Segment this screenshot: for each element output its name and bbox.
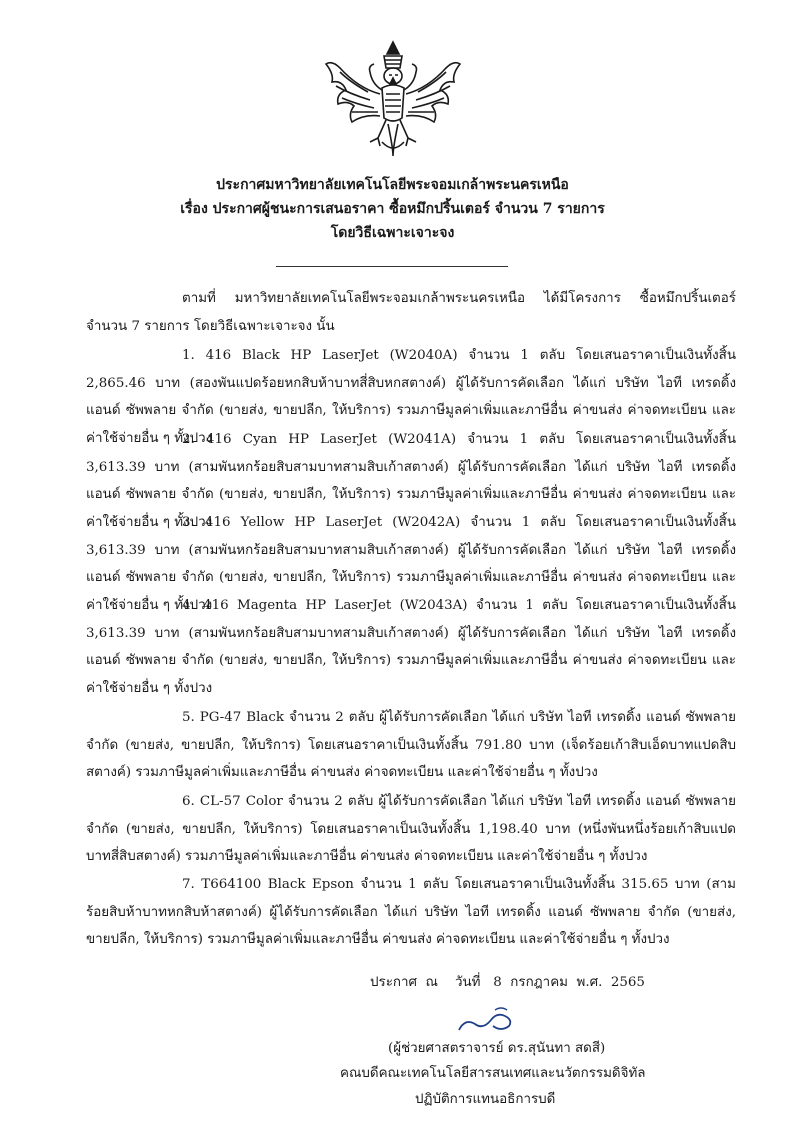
header-divider — [276, 266, 508, 267]
intro-paragraph — [86, 285, 736, 340]
item-6-text: 6. CL-57 Color จำนวน 2 ตลับ ผู้ได้รับการคัดเลือก ได้แก่ บริษัท ไอที เทรดดิ้ง แอนด์ ซัพพลาย จำกัด (ขายส่ง, ขายปลีก, ให้บริการ) โดยเสนอราคาเป็นเงินทั้งสิ้น 1,198.40 บาท (หนึ่งพันหนึ่งร้อยเก้าสิบแปดบาทสี่สิบสตางค์) รวมภาษีมูลค่าเพิ่มและภาษีอื่น ค่าขนส่ง ค่าจดทะเบียน และค่าใช้จ่ายอื่น ๆ ทั้งปวง — [86, 794, 736, 864]
intro-text: ตามที่ มหาวิทยาลัยเทคโนโลยีพระจอมเกล้าพระนครเหนือ ได้มีโครงการ ซื้อหมึกปริ้นเตอร์ จำนวน 7 รายการ โดยวิธีเฉพาะเจาะจง นั้น — [86, 291, 736, 334]
item-1-text: 1. 416 Black HP LaserJet (W2040A) จำนวน 1 ตลับ โดยเสนอราคาเป็นเงินทั้งสิ้น 2,865.46 บาท (สองพันแปดร้อยหกสิบห้าบาทสี่สิบหกสตางค์) ผู้ได้รับการคัดเลือก ได้แก่ บริษัท ไอที เทรดดิ้ง แอนด์ ซัพพลาย จำกัด (ขายส่ง, ขายปลีก, ให้บริการ) รวมภาษีมูลค่าเพิ่มและภาษีอื่น ค่าขนส่ง ค่าจดทะเบียน และค่าใช้จ่ายอื่น ๆ ทั้งปวง — [86, 348, 736, 446]
signatory-role: ปฏิบัติการแทนอธิการบดี — [415, 1092, 556, 1107]
item-2-text: 2. 416 Cyan HP LaserJet (W2041A) จำนวน 1 ตลับ โดยเสนอราคาเป็นเงินทั้งสิ้น 3,613.39 บาท (สามพันหกร้อยสิบสามบาทสามสิบเก้าสตางค์) ผู้ได้รับการคัดเลือก ได้แก่ บริษัท ไอที เทรดดิ้ง แอนด์ ซัพพลาย จำกัด (ขายส่ง, ขายปลีก, ให้บริการ) รวมภาษีมูลค่าเพิ่มและภาษีอื่น ค่าขนส่ง ค่าจดทะเบียน และค่าใช้จ่ายอื่น ๆ ทั้งปวง — [86, 432, 736, 530]
item-7-text: 7. T664100 Black Epson จำนวน 1 ตลับ โดยเสนอราคาเป็นเงินทั้งสิ้น 315.65 บาท (สามร้อยสิบห้าบาทหกสิบห้าสตางค์) ผู้ได้รับการคัดเลือก ได้แก่ บริษัท ไอที เทรดดิ้ง แอนด์ ซัพพลาย จำกัด (ขายส่ง, ขายปลีก, ให้บริการ) รวมภาษีมูลค่าเพิ่มและภาษีอื่น ค่าขนส่ง ค่าจดทะเบียน และค่าใช้จ่ายอื่น ๆ ทั้งปวง — [86, 877, 736, 947]
header-method: โดยวิธีเฉพาะเจาะจง — [330, 225, 455, 241]
list-item — [86, 788, 736, 871]
item-3-text: 3. 416 Yellow HP LaserJet (W2042A) จำนวน 1 ตลับ โดยเสนอราคาเป็นเงินทั้งสิ้น 3,613.39 บาท (สามพันหกร้อยสิบสามบาทสามสิบเก้าสตางค์) ผู้ได้รับการคัดเลือก ได้แก่ บริษัท ไอที เทรดดิ้ง แอนด์ ซัพพลาย จำกัด (ขายส่ง, ขายปลีก, ให้บริการ) รวมภาษีมูลค่าเพิ่มและภาษีอื่น ค่าขนส่ง ค่าจดทะเบียน และค่าใช้จ่ายอื่น ๆ ทั้งปวง — [86, 515, 736, 613]
handwritten-signature — [455, 1004, 517, 1038]
list-item — [86, 704, 736, 787]
list-item — [86, 592, 736, 702]
list-item — [86, 871, 736, 954]
signatory-position: คณบดีคณะเทคโนโลยีสารสนเทศและนวัตกรรมดิจิทัล — [340, 1066, 646, 1081]
header-institution: ประกาศมหาวิทยาลัยเทคโนโลยีพระจอมเกล้าพระนครเหนือ — [216, 177, 569, 193]
announcement-date: ประกาศ ณ วันที่ 8 กรกฎาคม พ.ศ. 2565 — [370, 975, 645, 990]
item-5-text: 5. PG-47 Black จำนวน 2 ตลับ ผู้ได้รับการคัดเลือก ได้แก่ บริษัท ไอที เทรดดิ้ง แอนด์ ซัพพลาย จำกัด (ขายส่ง, ขายปลีก, ให้บริการ) โดยเสนอราคาเป็นเงินทั้งสิ้น 791.80 บาท (เจ็ดร้อยเก้าสิบเอ็ดบาทแปดสิบสตางค์) รวมภาษีมูลค่าเพิ่มและภาษีอื่น ค่าขนส่ง ค่าจดทะเบียน และค่าใช้จ่ายอื่น ๆ ทั้งปวง — [86, 710, 736, 780]
signatory-name: (ผู้ช่วยศาสตราจารย์ ดร.สุนันทา สดสี) — [388, 1041, 606, 1056]
garuda-emblem-icon — [318, 38, 468, 160]
item-4-text: 4. 416 Magenta HP LaserJet (W2043A) จำนวน 1 ตลับ โดยเสนอราคาเป็นเงินทั้งสิ้น 3,613.39 บาท (สามพันหกร้อยสิบสามบาทสามสิบเก้าสตางค์) ผู้ได้รับการคัดเลือก ได้แก่ บริษัท ไอที เทรดดิ้ง แอนด์ ซัพพลาย จำกัด (ขายส่ง, ขายปลีก, ให้บริการ) รวมภาษีมูลค่าเพิ่มและภาษีอื่น ค่าขนส่ง ค่าจดทะเบียน และค่าใช้จ่ายอื่น ๆ ทั้งปวง — [86, 598, 736, 696]
header-subject: เรื่อง ประกาศผู้ชนะการเสนอราคา ซื้อหมึกปริ้นเตอร์ จำนวน 7 รายการ — [180, 201, 605, 217]
